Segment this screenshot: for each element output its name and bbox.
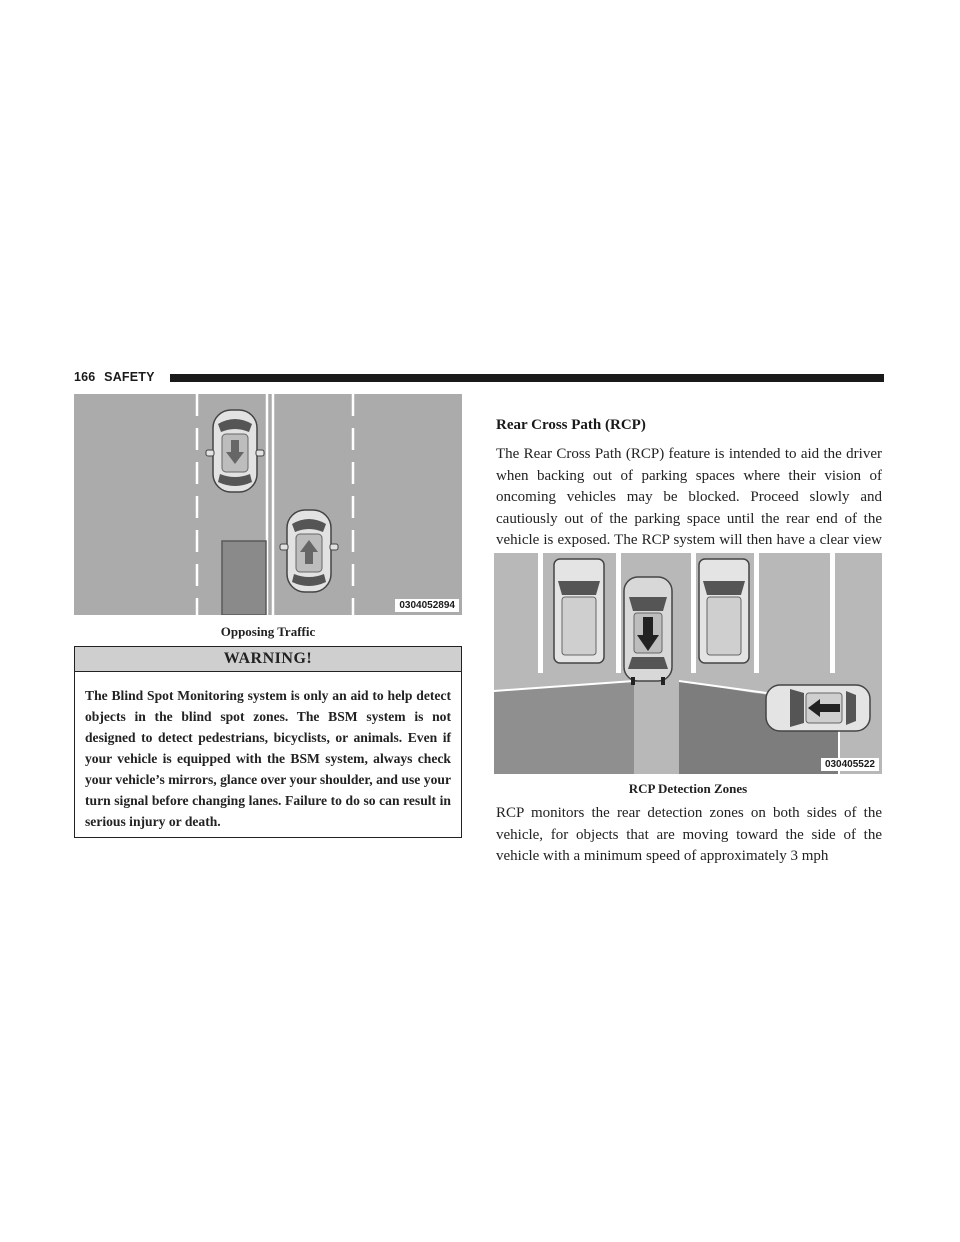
page-header-text bbox=[74, 370, 155, 384]
parked-car-right-icon bbox=[699, 559, 749, 663]
page-header bbox=[74, 368, 884, 390]
warning-title: WARNING! bbox=[75, 647, 461, 672]
figure-code: 030405522 bbox=[821, 758, 879, 771]
rcp-intro-paragraph: The Rear Cross Path (RCP) feature is intended to aid the driver when backing out of parking spaces where their vision of oncoming vehicles may be blocked. Proceed slowly and cautiously out of the parking space until the rear end of the vehicle is exposed. The RCP system will then have a clear view bbox=[496, 446, 882, 548]
rcp-body-paragraph: RCP monitors the rear detection zones on both sides of the vehicle, for objects that are moving toward the side of the vehicle with a minimum speed of approximately 3 mph bbox=[496, 805, 882, 864]
rcp-detection-figure bbox=[494, 553, 882, 774]
opposing-traffic-illustration bbox=[74, 394, 462, 615]
own-car-icon bbox=[280, 510, 338, 592]
warning-text: The Blind Spot Monitoring system is only an aid to help detect objects in the blind spot zones. The BSM system is not designed to detect pedestrians, bicyclists, or animals. Even if your vehicle is equipped with the BSM system, always check your vehicle’s mirrors, glance over your shoulder, and use your turn signal before changing lanes. Failure to do so can result in serious injury or death. bbox=[85, 688, 451, 829]
opposing-car-icon bbox=[206, 410, 264, 492]
header-rule bbox=[170, 374, 884, 382]
figure-caption: Opposing Traffic bbox=[220, 624, 316, 639]
warning-box bbox=[74, 646, 462, 838]
opposing-traffic-figure bbox=[74, 394, 462, 615]
figure-code: 0304052894 bbox=[395, 599, 459, 612]
section-name: SAFETY bbox=[104, 370, 155, 384]
backing-car-icon bbox=[624, 577, 672, 685]
rcp-detection-illustration bbox=[494, 553, 882, 774]
page-number: 166 bbox=[74, 370, 96, 384]
section-heading: Rear Cross Path (RCP) bbox=[496, 417, 646, 433]
figure-caption: RCP Detection Zones bbox=[628, 781, 748, 796]
parked-car-left-icon bbox=[554, 559, 604, 663]
crossing-car-icon bbox=[766, 685, 870, 731]
